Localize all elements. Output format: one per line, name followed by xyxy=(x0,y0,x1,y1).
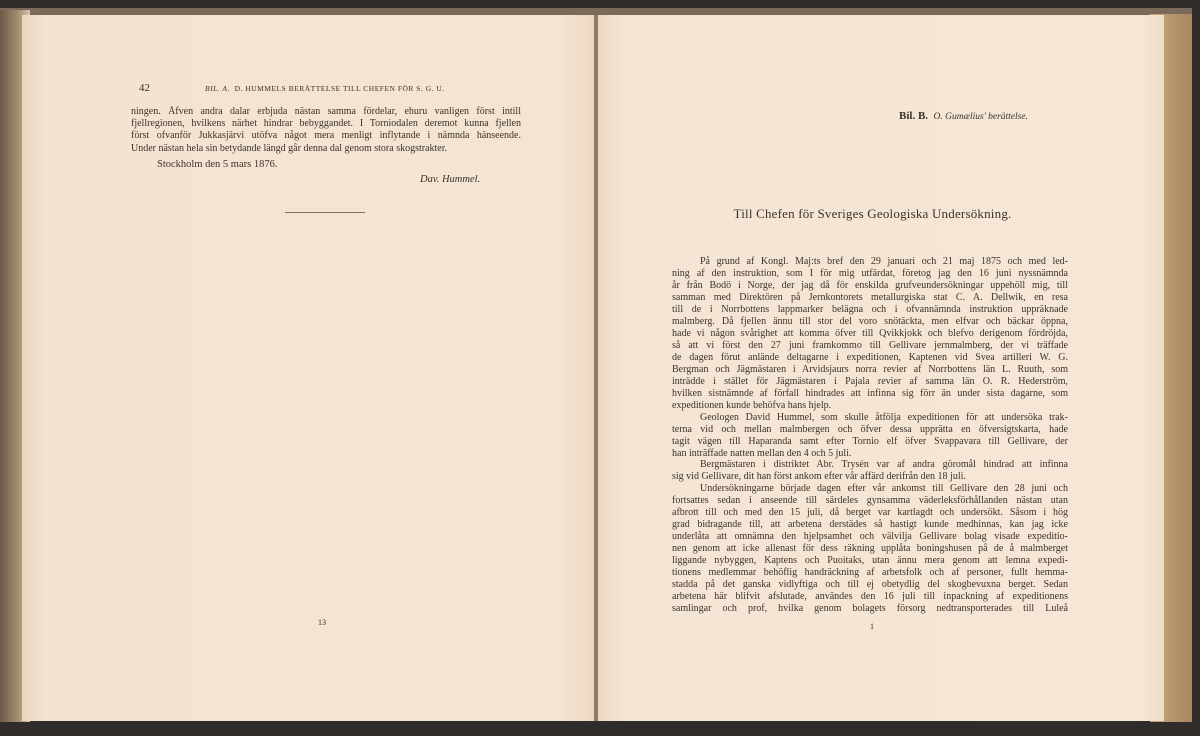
text-line: ning af den instruktion, som I för mig utfärdat, företog jag den 16 juni nyssnämnda xyxy=(672,267,1068,279)
text-line: Bergmästaren i distriktet Abr. Trysén var af andra göromål hindrad att infinna xyxy=(700,459,1068,471)
text-line: fjellregionen, hvilkens närhet hindrar bebyggandet. I Torniodalen deremot kunna fjellen xyxy=(131,118,521,130)
text-line: fortsattes sedan i anseende till särdeles gynsamma väderleksförhållanden nästan utan xyxy=(672,495,1068,507)
text-line: sig vid Gellivare, dit han först ankom efter vår affärd derifrån den 18 juli. xyxy=(672,471,966,483)
text-line: tionens medlemmar behöflig handräckning af arbetsfolk och af personer, fullt hemma- xyxy=(672,567,1068,579)
left-page-number-bottom: 13 xyxy=(318,618,326,627)
running-head-text: D. HUMMELS BERÄTTELSE TILL CHEFEN FÖR S. G. U. xyxy=(234,84,445,93)
text-line: På grund af Kongl. Maj:ts bref den 29 januari och 21 maj 1875 och med led- xyxy=(700,256,1068,267)
text-line: afbrott till och med den 15 juli, då berget var kartlagdt och undersökt. Såsom i hög xyxy=(672,507,1068,519)
signature: Dav. Hummel. xyxy=(420,174,481,185)
text-line: liggande nybyggen, Kaptens och Puoitaks, utan ännu mera genom att lemna expedi- xyxy=(672,555,1068,567)
text-line: samlingar och prof, hvilka genom bolagets försorg nedtransporterades till Luleå xyxy=(672,603,1068,615)
text-line: malmberg. Då fjellen ännu till stor del voro snötäckta, men elfvar och bäckar öppna, xyxy=(672,315,1068,327)
text-line: arbetena här blifvit afslutade, användes den 16 juli till inpackning af expeditionens xyxy=(672,591,1068,603)
text-line: så att vi först den 27 juni framkommo till Gellivare jernmalmberg, der vi träffade xyxy=(672,339,1068,351)
text-line: tagit vägen till Haparanda samt efter Tornio elf öfver Svappavara till Gellivare, der xyxy=(672,435,1068,447)
text-line: de dagen förut anlände deltagarne i expeditionen, Kaptenen vid Svea artilleri W. G. xyxy=(672,351,1068,363)
text-line: underlåta att omnämna den hjelpsamhet och välvilja Gellivare bolag visade expeditio- xyxy=(672,531,1068,543)
text-line: Geologen David Hummel, som skulle åtfölja expeditionen för att undersöka trak- xyxy=(700,411,1068,423)
text-line: hade vi någon svårighet att komma öfver till Qvikkjokk och blefvo derigenom fördröjda, xyxy=(672,327,1068,339)
right-page-number-bottom: 1 xyxy=(870,622,874,631)
text-line: han inträffade natten mellan den 4 och 5 juli. xyxy=(672,447,852,459)
text-line: år från Bodö i Norge, der jag då för enskilda grufveundersökningar uppehöll mig, till xyxy=(672,279,1068,291)
text-line: samman med Direktören på Jernkontorets metallurgiska stat C. A. Dellwik, en resa xyxy=(672,291,1068,303)
running-head xyxy=(205,84,445,93)
appendix-heading xyxy=(899,110,1028,122)
text-line: grad bidragande till, att arbetena derstädes så hastigt kunde medhinnas, kan jag icke xyxy=(672,519,1068,531)
text-line: Undersökningarne började dagen efter vår ankomst till Gellivare den 28 juni och xyxy=(700,483,1068,495)
text-line: hvilken sistnämnde af förfall hindrades att infinna sig förr än under sista dagarne, som xyxy=(672,387,1068,399)
appendix-label: Bil. B. xyxy=(899,110,929,122)
text-line: Bergman och Jägmästaren i Arvidsjaurs norra revier af Norrbottens län L. Ruuth, som xyxy=(672,363,1068,375)
text-line: till de i Norrbottens lappmarker belägna och i ofvannämnda instruktion uppräknade xyxy=(672,303,1068,315)
text-line: inträdde i stället för Jägmästaren i Pajala revier af samma län O. R. Hederström, xyxy=(672,375,1068,387)
left-page-number-top: 42 xyxy=(139,82,150,94)
appendix-subtitle: O. Gumælius' berättelse. xyxy=(933,112,1028,122)
letter-title: Till Chefen för Sveriges Geologiska Undersökning. xyxy=(733,206,1012,221)
text-line: först ofvanför Jukkasjärvi utöfva något mera menligt inflytande i nämnda hänseende. xyxy=(131,130,521,142)
text-line: Under nästan hela sin betydande längd går denna dal genom stora skogstrakter. xyxy=(131,142,448,154)
closing-rule xyxy=(285,212,365,213)
text-line: terna vid och mellan malmbergen och öfver dessa upprätta en öfversigtskarta, hade xyxy=(672,423,1068,435)
running-head-prefix: BIL. A. xyxy=(205,84,230,93)
text-line: ningen. Åfven andra dalar erbjuda nästan samma fördelar, ehuru vanligen först intill xyxy=(131,106,521,117)
place-date: Stockholm den 5 mars 1876. xyxy=(157,159,278,170)
text-line: stadda på det ganska vidlyftiga och till ej obetydlig del skogbevuxna berget. Sedan xyxy=(672,579,1068,591)
text-line: expeditionen kunde behöfva hans hjelp. xyxy=(672,399,832,411)
text-line: nen genom att icke allenast för dess räkning upplåta boningshusen på de å malmberget xyxy=(672,543,1068,555)
